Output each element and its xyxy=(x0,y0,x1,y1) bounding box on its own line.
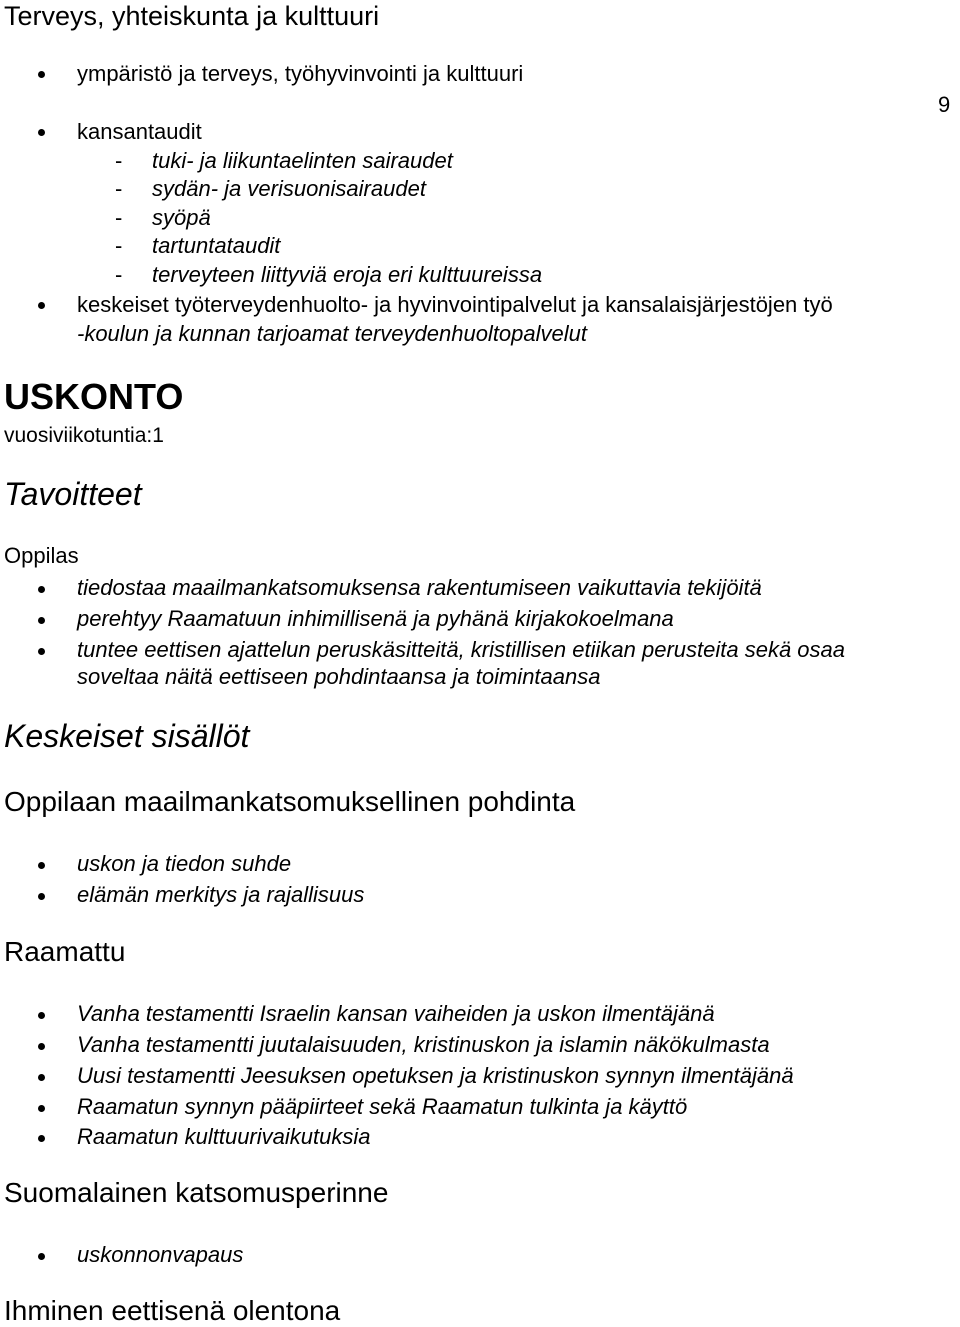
sub-list-item: terveyteen liittyviä eroja eri kulttuureissa xyxy=(152,262,543,287)
list-item: uskon ja tiedon suhde xyxy=(77,851,292,876)
dash-icon: - xyxy=(115,176,123,201)
goals-heading: Tavoitteet xyxy=(4,476,142,512)
bullet-icon xyxy=(38,1012,45,1019)
section-heading: Suomalainen katsomusperinne xyxy=(4,1177,389,1208)
bullet-icon xyxy=(38,893,45,900)
subject-heading: USKONTO xyxy=(4,376,184,417)
list-item: elämän merkitys ja rajallisuus xyxy=(77,882,365,907)
list-item: Raamatun kulttuurivaikutuksia xyxy=(77,1124,371,1149)
list-item-continuation: soveltaa näitä eettiseen pohdintaansa ja toimintaansa xyxy=(77,664,601,689)
list-item-continuation: -koulun ja kunnan tarjoamat terveydenhuoltopalvelut xyxy=(77,321,587,346)
list-item: tuntee eettisen ajattelun peruskäsitteitä, kristillisen etiikan perusteita sekä osaa xyxy=(77,637,845,662)
bullet-icon xyxy=(38,1135,45,1142)
bullet-icon xyxy=(38,648,45,655)
list-item: Vanha testamentti Israelin kansan vaiheiden ja uskon ilmentäjänä xyxy=(77,1001,715,1026)
dash-icon: - xyxy=(115,262,123,287)
bullet-icon xyxy=(38,129,45,136)
bullet-icon xyxy=(38,617,45,624)
section-heading: Ihminen eettisenä olentona xyxy=(4,1295,341,1326)
list-item: Raamatun synnyn pääpiirteet sekä Raamatun tulkinta ja käyttö xyxy=(77,1094,688,1119)
list-item: tiedostaa maailmankatsomuksensa rakentumiseen vaikuttavia tekijöitä xyxy=(77,575,762,600)
list-item: uskonnonvapaus xyxy=(77,1242,244,1267)
list-item: Vanha testamentti juutalaisuuden, kristinuskon ja islamin näkökulmasta xyxy=(77,1032,770,1057)
core-contents-heading: Keskeiset sisällöt xyxy=(4,718,250,754)
list-item: kansantaudit xyxy=(77,119,202,144)
bullet-icon xyxy=(38,586,45,593)
bullet-icon xyxy=(38,1105,45,1112)
bullet-icon xyxy=(38,862,45,869)
section-title: Terveys, yhteiskunta ja kulttuuri xyxy=(4,1,380,31)
dash-icon: - xyxy=(115,205,123,230)
bullet-icon xyxy=(38,302,45,309)
section-heading: Oppilaan maailmankatsomuksellinen pohdinta xyxy=(4,786,576,817)
list-item: ympäristö ja terveys, työhyvinvointi ja kulttuuri xyxy=(77,61,524,86)
list-item: keskeiset työterveydenhuolto- ja hyvinvointipalvelut ja kansalaisjärjestöjen työ xyxy=(77,292,833,317)
bullet-icon xyxy=(38,1043,45,1050)
sub-list-item: sydän- ja verisuonisairaudet xyxy=(152,176,426,201)
list-item: Uusi testamentti Jeesuksen opetuksen ja kristinuskon synnyn ilmentäjänä xyxy=(77,1063,794,1088)
dash-icon: - xyxy=(115,148,123,173)
page-number: 9 xyxy=(938,92,951,117)
sub-list-item: tartuntataudit xyxy=(152,233,281,258)
weekly-hours: vuosiviikotuntia:1 xyxy=(4,424,164,447)
bullet-icon xyxy=(38,1074,45,1081)
bullet-icon xyxy=(38,71,45,78)
sub-list-item: tuki- ja liikuntaelinten sairaudet xyxy=(152,148,453,173)
bullet-icon xyxy=(38,1253,45,1260)
sub-list-item: syöpä xyxy=(152,205,211,230)
pupil-label: Oppilas xyxy=(4,543,79,568)
list-item: perehtyy Raamatuun inhimillisenä ja pyhänä kirjakokoelmana xyxy=(77,606,674,631)
section-heading: Raamattu xyxy=(4,936,126,967)
dash-icon: - xyxy=(115,233,123,258)
